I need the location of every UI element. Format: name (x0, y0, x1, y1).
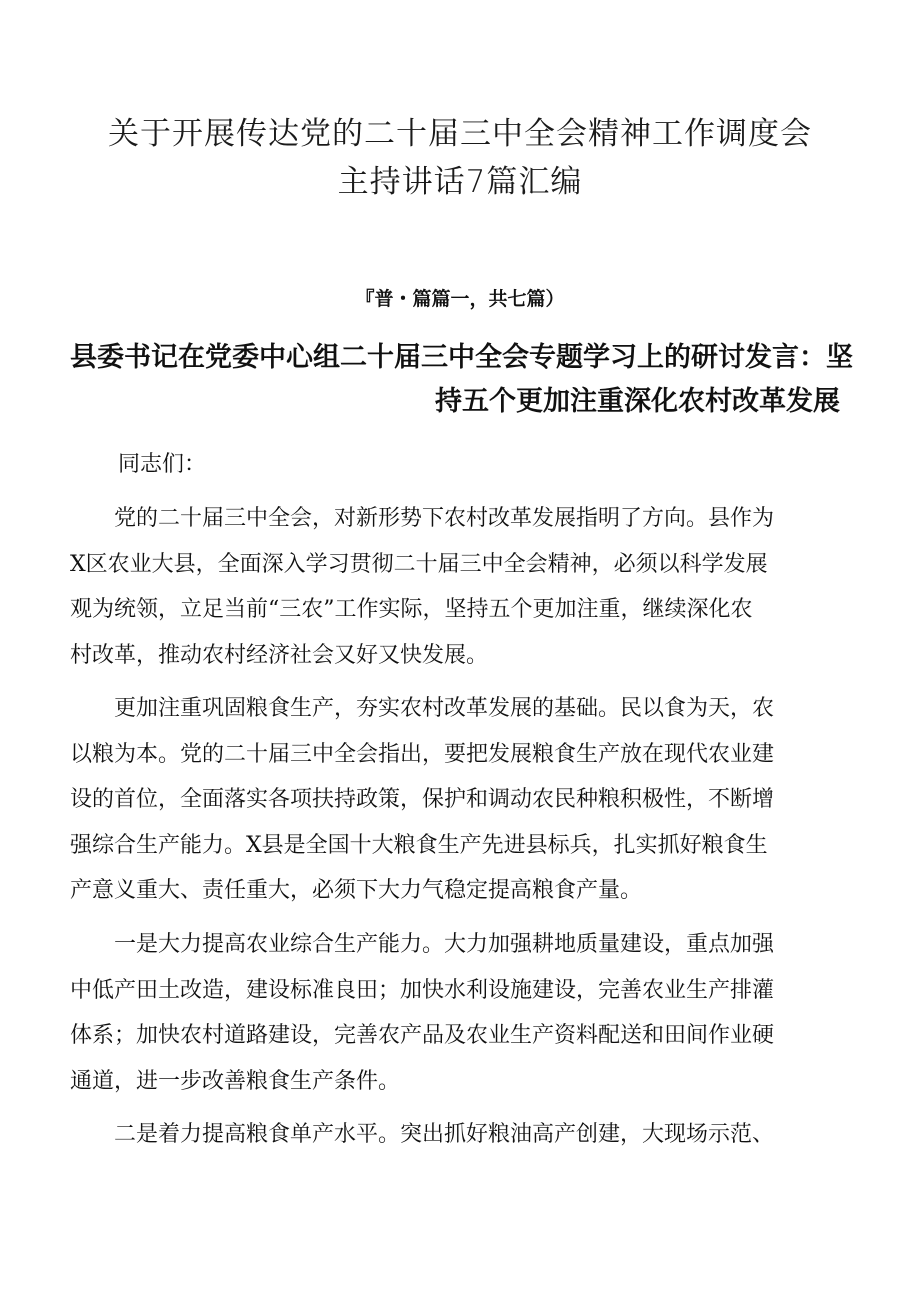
paragraph-line: 强综合生产能力。X县是全国十大粮食生产先进县标兵，扎实抓好粮食生 (70, 832, 768, 858)
paragraph (70, 1112, 850, 1158)
paragraph-line: 一是大力提高农业综合生产能力。大力加强耕地质量建设，重点加强 (70, 932, 775, 957)
greeting (70, 442, 850, 488)
paragraph-line: 二是着力提高粮食单产水平。突出抓好粮油高产创建，大现场示范、 (70, 1122, 775, 1147)
document-title (60, 110, 860, 206)
speech-title-line-1: 县委书记在党委中心组二十届三中全会专题学习上的研讨发言：坚 (70, 342, 853, 373)
document-title-line-2: 主持讲话7篇汇编 (337, 164, 583, 200)
paragraph (70, 496, 850, 678)
paragraph (70, 922, 850, 1104)
paragraph-line: 村改革，推动农村经济社会又好又快发展。 (70, 642, 489, 668)
paragraph-line: 中低产田土改造，建设标准良田；加快水利设施建设，完善农业生产排灌 (70, 977, 775, 1003)
paragraph-line: 观为统领，立足当前“三农”工作实际，坚持五个更加注重，继续深化农 (70, 597, 753, 622)
document-title-line-1: 关于开展传达党的二十届三中全会精神工作调度会 (108, 116, 812, 152)
paragraph-line: 体系；加快农村道路建设，完善农产品及农业生产资料配送和田间作业硬 (70, 1023, 775, 1048)
speech-title-line-2: 持五个更加注重深化农村改革发展 (435, 386, 840, 417)
paragraph-line: X区农业大县，全面深入学习贯彻二十届三中全会精神，必须以科学发展 (70, 551, 768, 577)
paragraph-line: 通道，进一步改善粮食生产条件。 (70, 1068, 401, 1094)
paragraph-line: 产意义重大、责任重大，必须下大力气稳定提高粮食产量。 (70, 878, 643, 903)
paragraph-line: 以粮为本。党的二十届三中全会指出，要把发展粮食生产放在现代农业建 (70, 741, 775, 767)
section-marker: 『普・篇篇一，共七篇） (355, 288, 565, 310)
paragraph (70, 686, 850, 914)
speech-title (70, 336, 853, 424)
paragraph-line: 设的首位，全面落实各项扶持政策，保护和调动农民种粮积极性，不断增 (70, 787, 775, 812)
paragraph-line: 党的二十届三中全会，对新形势下农村改革发展指明了方向。县作为 (70, 506, 775, 531)
paragraph-line: 更加注重巩固粮食生产，夯实农村改革发展的基础。民以食为天，农 (70, 696, 775, 721)
greeting-text: 同志们： (118, 452, 207, 477)
